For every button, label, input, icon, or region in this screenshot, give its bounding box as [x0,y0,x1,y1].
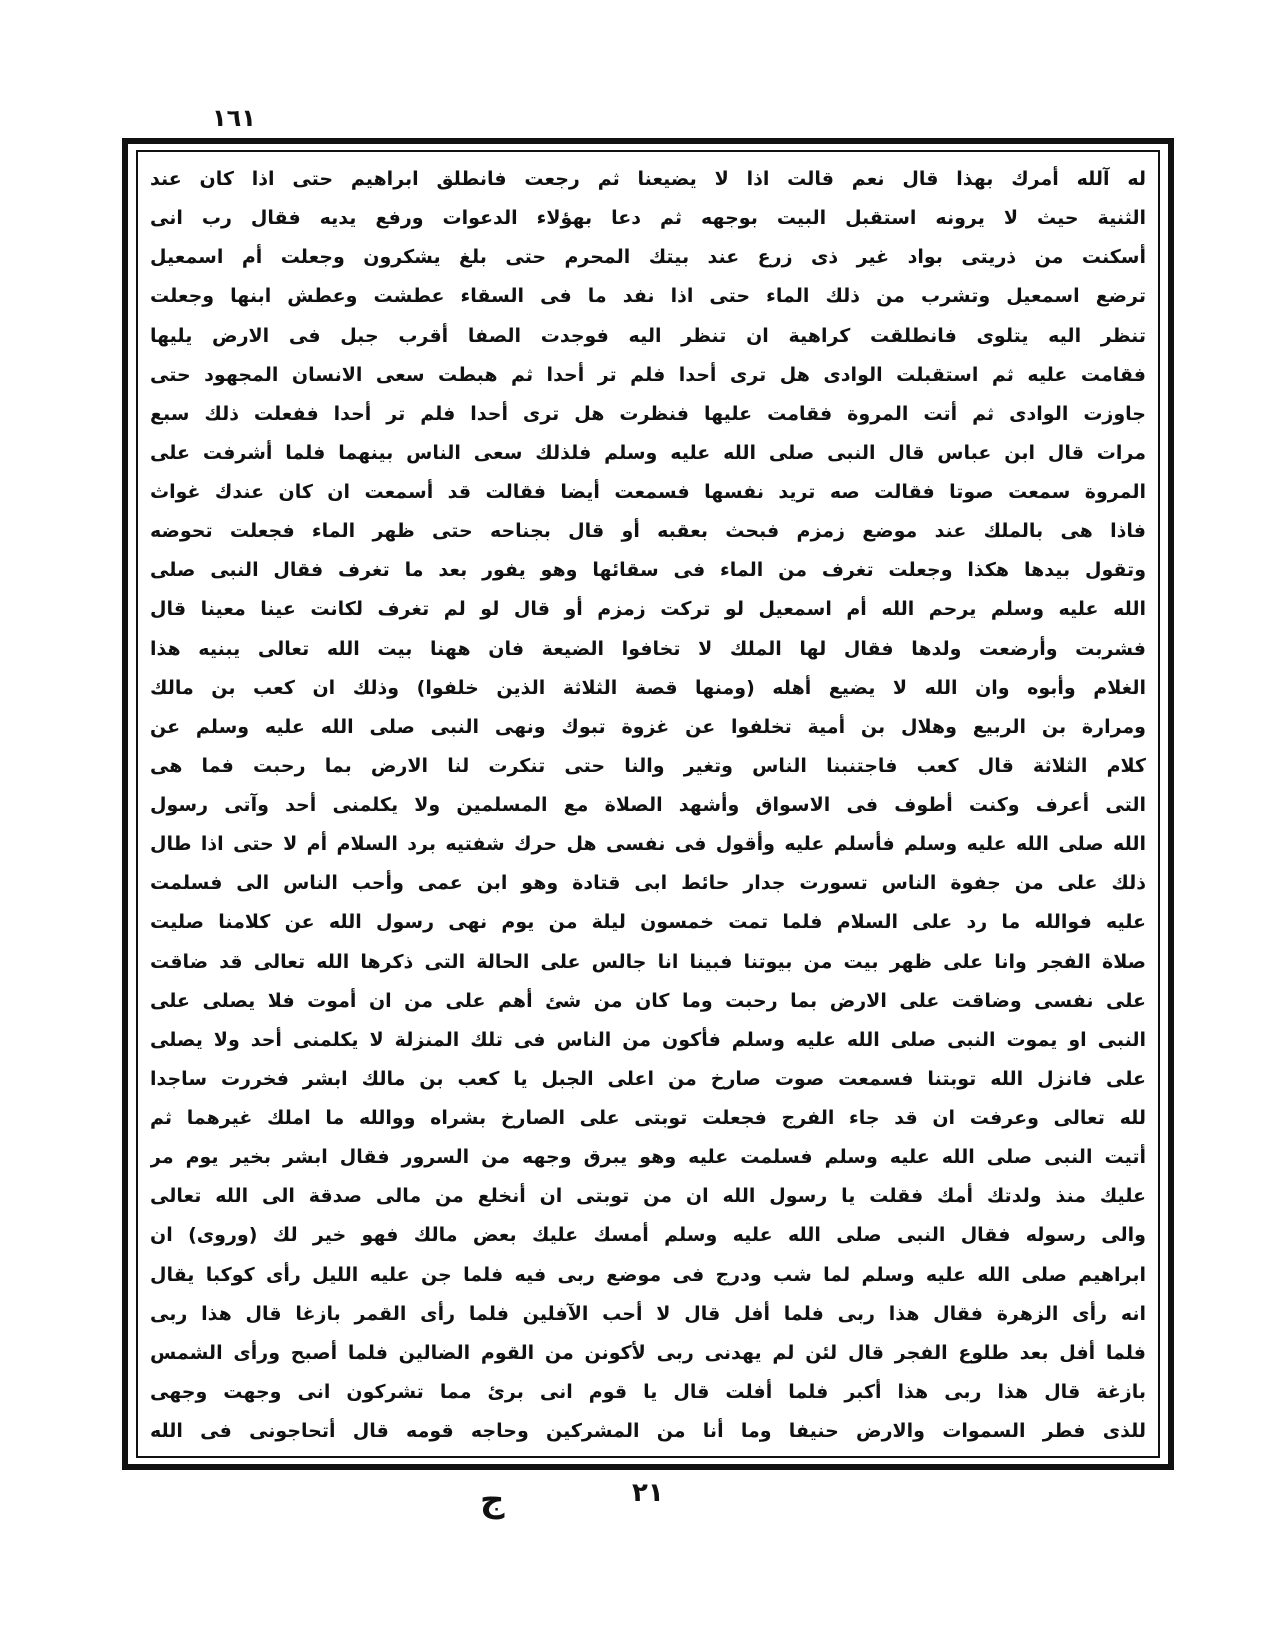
text-line: على نفسى وضاقت على الارض بما رحبت وما كان من شئ أهم على من ان أموت فلا يصلى على [150,989,1146,1012]
text-line: جاوزت الوادى ثم أتت المروة فقامت عليها فنظرت هل ترى أحدا فلم تر أحدا ففعلت ذلك سبع [150,402,1146,425]
body-text [150,160,1146,1450]
text-line: مرات قال ابن عباس قال النبى صلى الله عليه وسلم فلذلك سعى الناس بينهما فلما أشرفت على [150,441,1146,464]
text-line: أسكنت من ذريتى بواد غير ذى زرع عند بيتك المحرم حتى بلغ يشكرون وجعلت أم اسمعيل [150,246,1146,269]
text-line: عليه فوالله ما رد على السلام فلما تمت خمسون ليلة من يوم نهى رسول الله عن كلامنا صليت [150,911,1146,934]
text-line: التى أعرف وكنت أطوف فى الاسواق وأشهد الصلاة مع المسلمين ولا يكلمنى أحد وآتى رسول [150,794,1146,816]
text-line: النبى او يموت النبى صلى الله عليه وسلم فأكون من الناس فى تلك المنزلة لا يكلمنى أحد ولا يصلى [150,1028,1146,1051]
page-number: ١٦١ [212,104,256,132]
text-line: ذلك على من جفوة الناس تسورت جدار حائط ابى قتادة وهو ابن عمى وأحب الناس الى فسلمت [150,872,1146,895]
text-line: المروة سمعت صوتا فقالت صه تريد نفسها فسمعت أيضا فقالت قد أسمعت ان كان عندك غواث [150,481,1146,503]
text-line: لله تعالى وعرفت ان قد جاء الفرج فجعلت توبتى على الصارخ بشراه ووالله ما املك غيرهما ثم [150,1107,1146,1129]
text-line: للذى فطر السموات والارض حنيفا وما أنا من المشركين وحاجه قومه قال أتحاجونى فى الله [150,1420,1146,1442]
text-line: أتيت النبى صلى الله عليه وسلم فسلمت عليه وهو يبرق وجهه من السرور فقال ابشر بخير يوم مر [150,1146,1146,1169]
text-line: له آلله أمرك بهذا قال نعم قالت اذا لا يضيعنا ثم رجعت فانطلق ابراهيم حتى اذا كان عند [150,168,1146,190]
text-line: فاذا هى بالملك عند موضع زمزم فبحث بعقبه أو قال بجناحه حتى ظهر الماء فجعلت تحوضه [150,520,1146,543]
text-line: عليك منذ ولدتك أمك فقلت يا رسول الله ان من توبتى ان أنخلع من مالى صدقة الى الله تعالى [150,1185,1146,1208]
text-line: تنظر اليه يتلوى فانطلقت كراهية ان تنظر اليه فوجدت الصفا أقرب جبل فى الارض يليها [150,324,1146,347]
text-line: الغلام وأبوه وان الله لا يضيع أهله (ومنها قصة الثلاثة الذين خلفوا) وذلك ان كعب بن مالك [150,676,1146,699]
text-line: الله صلى الله عليه وسلم فأسلم عليه وأقول فى نفسى هل حرك شفتيه برد السلام أم لا حتى اذا طال [150,833,1146,856]
text-line: ومرارة بن الربيع وهلال بن أمية تخلفوا عن غزوة تبوك ونهى النبى صلى الله عليه وسلم عن [150,715,1146,738]
text-line: فلما أفل بعد طلوع الفجر قال لئن لم يهدنى ربى لأكونن من القوم الضالين فلما أصبح ورأى الشمس [150,1341,1146,1364]
text-line: وتقول بيدها هكذا وجعلت تغرف من الماء فى سقائها وهو يفور بعد ما تغرف فقال النبى صلى [150,559,1146,582]
text-line: ترضع اسمعيل وتشرب من ذلك الماء حتى اذا نفد ما فى السقاء عطشت وعطش ابنها وجعلت [150,285,1146,308]
text-line: صلاة الفجر وانا على ظهر بيت من بيوتنا فبينا انا جالس على الحالة التى ذكرها الله تعالى قد ضاقت [150,950,1146,973]
text-line: فشربت وأرضعت ولدها فقال لها الملك لا تخافوا الضيعة فان ههنا بيت الله تعالى يبنيه هذا [150,637,1146,660]
text-line: على فانزل الله توبتنا فسمعت صوت صارخ من اعلى الجبل يا كعب بن مالك ابشر فخررت ساجدا [150,1067,1146,1090]
text-line: الثنية حيث لا يرونه استقبل البيت بوجهه ثم دعا بهؤلاء الدعوات ورفع يديه فقال رب انى [150,207,1146,230]
text-line: والى رسوله فقال النبى صلى الله عليه وسلم أمسك عليك بعض مالك فهو خير لك (وروى) ان [150,1224,1146,1247]
signature-number: ٢١ [632,1478,664,1508]
text-line: فقامت عليه ثم استقبلت الوادى هل ترى أحدا فلم تر أحدا ثم هبطت سعى الانسان المجهود حتى [150,363,1146,386]
text-line: الله عليه وسلم يرحم الله أم اسمعيل لو تركت زمزم أو قال لو لم تغرف لكانت عينا معينا قال [150,598,1146,621]
text-line: بازغة قال هذا ربى هذا أكبر فلما أفلت قال يا قوم انى برئ مما تشركون انى وجهت وجهى [150,1380,1146,1403]
signature-mark: ج [480,1480,505,1520]
text-line: كلام الثلاثة قال كعب فاجتنبنا الناس وتغير والنا حتى تنكرت لنا الارض بما رحبت فما هى [150,754,1146,777]
text-line: ابراهيم صلى الله عليه وسلم لما شب ودرج فى موضع ربى فيه فلما جن عليه الليل رأى كوكبا يقال [150,1263,1146,1286]
text-line: انه رأى الزهرة فقال هذا ربى فلما أفل قال لا أحب الآفلين فلما رأى القمر بازغا قال هذا ربى [150,1302,1146,1325]
